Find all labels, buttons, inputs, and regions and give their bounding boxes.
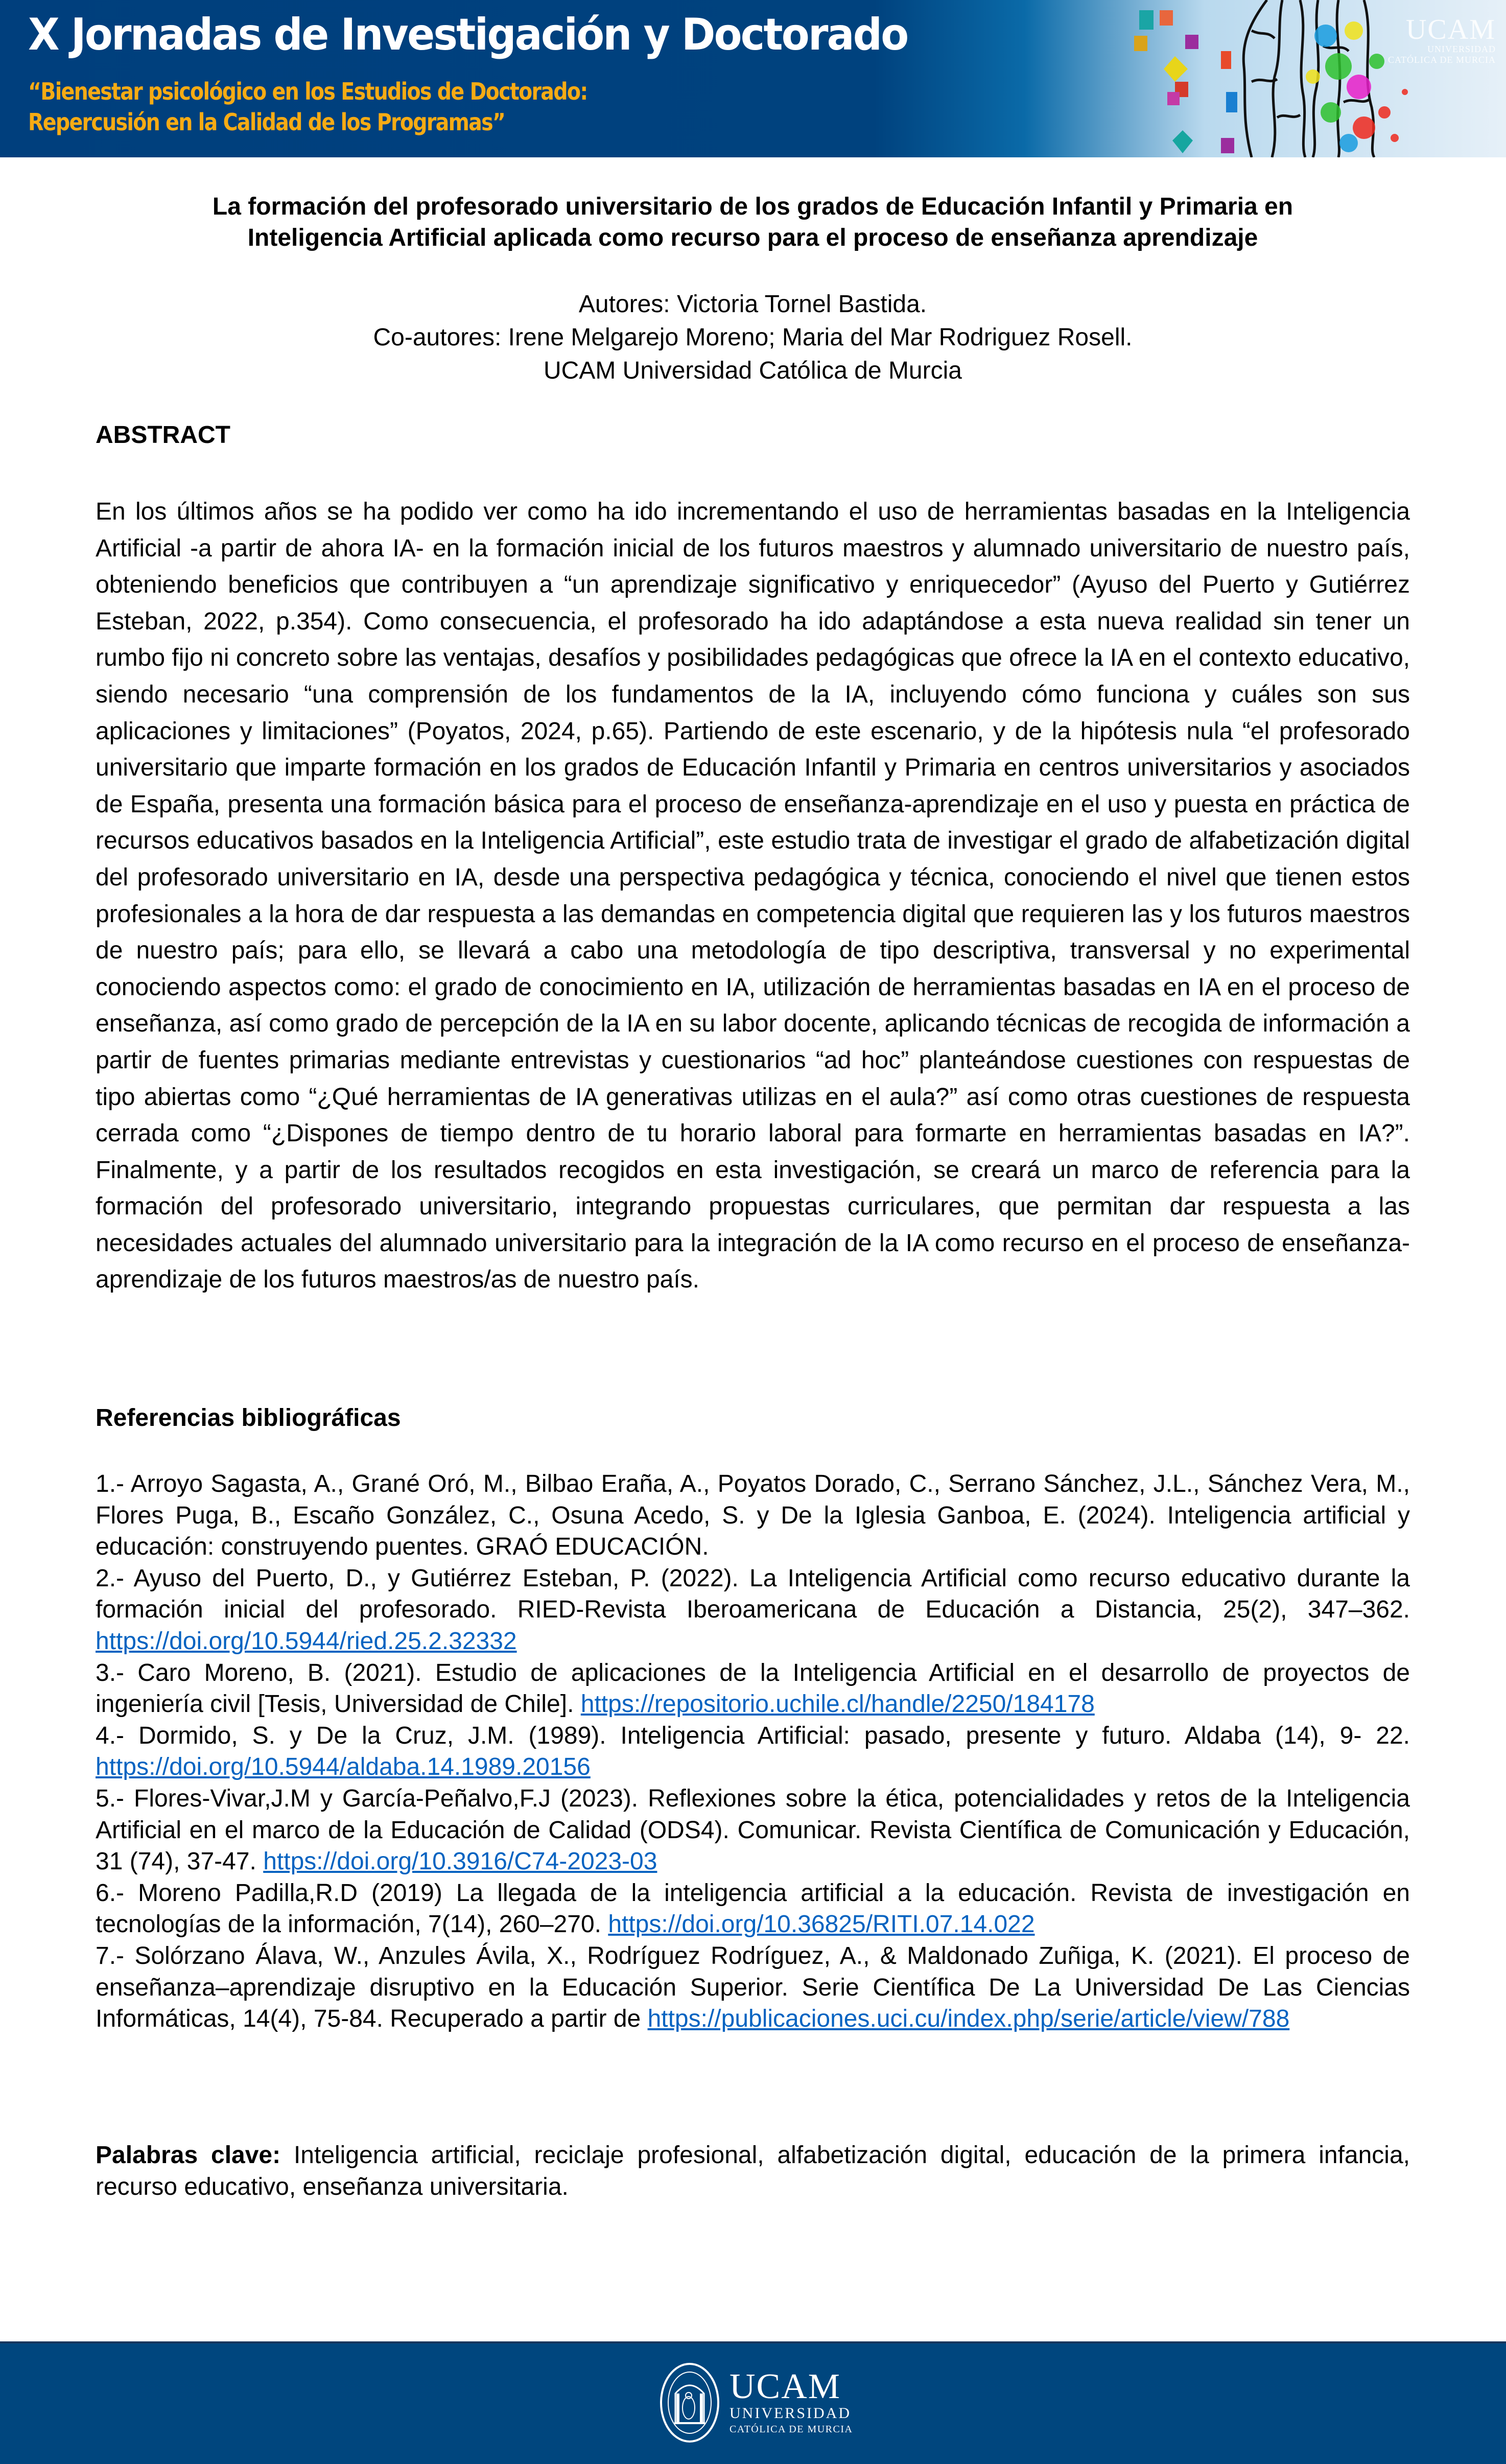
- paper-title-line1: La formación del profesorado universitario de los grados de Educación Infantil y Primaria en: [212, 193, 1293, 220]
- header-ucam-watermark-logo: [1388, 15, 1496, 65]
- header-logo-sub2: CATÓLICA DE MURCIA: [1387, 55, 1496, 65]
- author-block: [96, 288, 1410, 387]
- reference-item: 3.- Caro Moreno, B. (2021). Estudio de aplicaciones de la Inteligencia Artificial en el desarrollo de proyectos de ingeniería civil [Tesis, Universidad de Chile]. https://repositorio.uchile.cl/handle/2250/184178: [96, 1659, 1410, 1718]
- footer-banner: [0, 2341, 1506, 2464]
- conference-subtitle-line2: Repercusión en la Calidad de los Programas”: [28, 108, 505, 136]
- footer-logo-text: UCAM: [730, 2367, 841, 2406]
- reference-item: 4.- Dormido, S. y De la Cruz, J.M. (1989). Inteligencia Artificial: pasado, presente y futuro. Aldaba (14), 9- 22. https://doi.org/10.5944/aldaba.14.1989.20156: [96, 1722, 1410, 1781]
- conference-title: X Jornadas de Investigación y Doctorado: [28, 9, 908, 60]
- keywords: [96, 2140, 1410, 2202]
- conference-subtitle-line1: “Bienestar psicológico en los Estudios de Doctorado:: [28, 78, 587, 105]
- keywords-text: Inteligencia artificial, reciclaje profesional, alfabetización digital, educación de la primera infancia, recurso educativo, enseñanza universitaria.: [96, 2142, 1410, 2200]
- affiliation: UCAM Universidad Católica de Murcia: [544, 357, 962, 384]
- header-logo-sub1: UNIVERSIDAD: [1427, 44, 1496, 54]
- reference-link[interactable]: https://repositorio.uchile.cl/handle/2250/184178: [580, 1691, 1095, 1718]
- footer-logo-subtitle: CATÓLICA DE MURCIA: [730, 2424, 853, 2435]
- references-list: [96, 1468, 1410, 2035]
- reference-item: 5.- Flores-Vivar,J.M y García-Peñalvo,F.J (2023). Reflexiones sobre la ética, potencialidades y retos de la Inteligencia Artificial en el marco de la Educación de Calidad (ODS4). Comunicar. Revista Científica de Comunicación y Educación, 31 (74), 37-47. https://doi.org/10.3916/C74-2023-03: [96, 1785, 1410, 1875]
- keywords-label: Palabras clave:: [96, 2142, 281, 2169]
- conference-banner: [0, 0, 1506, 157]
- paper-title: [96, 191, 1410, 253]
- reference-item: 2.- Ayuso del Puerto, D., y Gutiérrez Esteban, P. (2022). La Inteligencia Artificial como recurso educativo durante la formación inicial del profesorado. RIED-Revista Iberoamericana de Educación a Distancia, 25(2), 347–362. https://doi.org/10.5944/ried.25.2.32332: [96, 1564, 1410, 1655]
- reference-item: 1.- Arroyo Sagasta, A., Grané Oró, M., Bilbao Eraña, A., Poyatos Dorado, C., Serrano Sánchez, J.L., Sánchez Vera, M., Flores Puga, B., Escaño González, C., Osuna Acedo, S. y De la Iglesia Ganboa, E. (2024). Inteligencia artificial y educación: construyendo puentes. GRAÓ EDUCACIÓN.: [96, 1470, 1410, 1561]
- university-seal-icon: [659, 2362, 720, 2444]
- ucam-logo: [659, 2362, 853, 2444]
- abstract-heading: ABSTRACT: [96, 421, 230, 449]
- reference-link[interactable]: https://doi.org/10.3916/C74-2023-03: [263, 1848, 657, 1875]
- abstract-body: En los últimos años se ha podido ver como ha ido incrementando el uso de herramientas basadas en la Inteligencia Artificial -a partir de ahora IA- en la formación inicial de los futuros maestros y alumnado universitario de nuestro país, obteniendo beneficios que contribuyen a “un aprendizaje significativo y enriquecedor” (Ayuso del Puerto y Gutiérrez Esteban, 2022, p.354). Como consecuencia, el profesorado ha ido adaptándose a esta nueva realidad sin tener un rumbo fijo ni concreto sobre las ventajas, desafíos y posibilidades pedagógicas que ofrece la IA en el contexto educativo, siendo necesario “una comprensión de los fundamentos de la IA, incluyendo cómo funciona y cuáles son sus aplicaciones y limitaciones” (Poyatos, 2024, p.65). Partiendo de este escenario, y de la hipótesis nula “el profesorado universitario que imparte formación en los grados de Educación Infantil y Primaria en centros universitarios y asociados de España, presenta una formación básica para el proceso de enseñanza-aprendizaje en el uso y puesta en práctica de recursos educativos basados en la Inteligencia Artificial”, este estudio trata de investigar el grado de alfabetización digital del profesorado universitario en IA, desde una perspectiva pedagógica y técnica, conociendo el nivel que tienen estos profesionales a la hora de dar respuesta a las demandas en competencia digital que requieren las y los futuros maestros de nuestro país; para ello, se llevará a cabo una metodología de tipo descriptiva, transversal y no experimental conociendo aspectos como: el grado de conocimiento en IA, utilización de herramientas basadas en IA en el proceso de enseñanza, así como grado de percepción de la IA en su labor docente, aplicando técnicas de recogida de información a partir de fuentes primarias mediante entrevistas y cuestionarios “ad hoc” planteándose cuestiones con respuestas de tipo abiertas como “¿Qué herramientas de IA generativas utilizas en el aula?” así como otras cuestiones de respuesta cerrada como “¿Dispones de tiempo dentro de tu horario laboral para formarte en herramientas basadas en IA?”. Finalmente, y a partir de los resultados recogidos en esta investigación, se creará un marco de referencia para la formación del profesorado universitario, integrando propuestas curriculares, que permitan dar respuesta a las necesidades actuales del alumnado universitario para la integración de la IA como recurso en el proceso de enseñanza-aprendizaje de los futuros maestros/as de nuestro país.: [96, 498, 1410, 1294]
- footer-logo-university: UNIVERSIDAD: [730, 2405, 851, 2422]
- reference-link[interactable]: https://doi.org/10.5944/aldaba.14.1989.20156: [96, 1753, 591, 1781]
- header-logo-text: UCAM: [1405, 14, 1496, 45]
- reference-item: 6.- Moreno Padilla,R.D (2019) La llegada de la inteligencia artificial a la educación. Revista de investigación en tecnologías de la información, 7(14), 260–270. https://doi.org/10.36825/RITI.07.14.022: [96, 1879, 1410, 1938]
- reference-link[interactable]: https://doi.org/10.36825/RITI.07.14.022: [608, 1911, 1035, 1938]
- reference-link[interactable]: https://doi.org/10.5944/ried.25.2.32332: [96, 1627, 517, 1655]
- authors: Autores: Victoria Tornel Bastida.: [578, 291, 927, 318]
- references-heading: Referencias bibliográficas: [96, 1404, 401, 1432]
- reference-link[interactable]: https://publicaciones.uci.cu/index.php/serie/article/view/788: [647, 2005, 1290, 2033]
- coauthors: Co-autores: Irene Melgarejo Moreno; Maria del Mar Rodriguez Rosell.: [373, 324, 1133, 351]
- paper-title-line2: Inteligencia Artificial aplicada como recurso para el proceso de enseñanza aprendizaje: [247, 224, 1258, 251]
- reference-item: 7.- Solórzano Álava, W., Anzules Ávila, X., Rodríguez Rodríguez, A., & Maldonado Zuñiga, K. (2021). El proceso de enseñanza–aprendizaje disruptivo en la Educación Superior. Serie Científica De La Universidad De Las Ciencias Informáticas, 14(4), 75-84. Recuperado a partir de https://publicaciones.uci.cu/index.php/serie/article/view/788: [96, 1942, 1410, 2033]
